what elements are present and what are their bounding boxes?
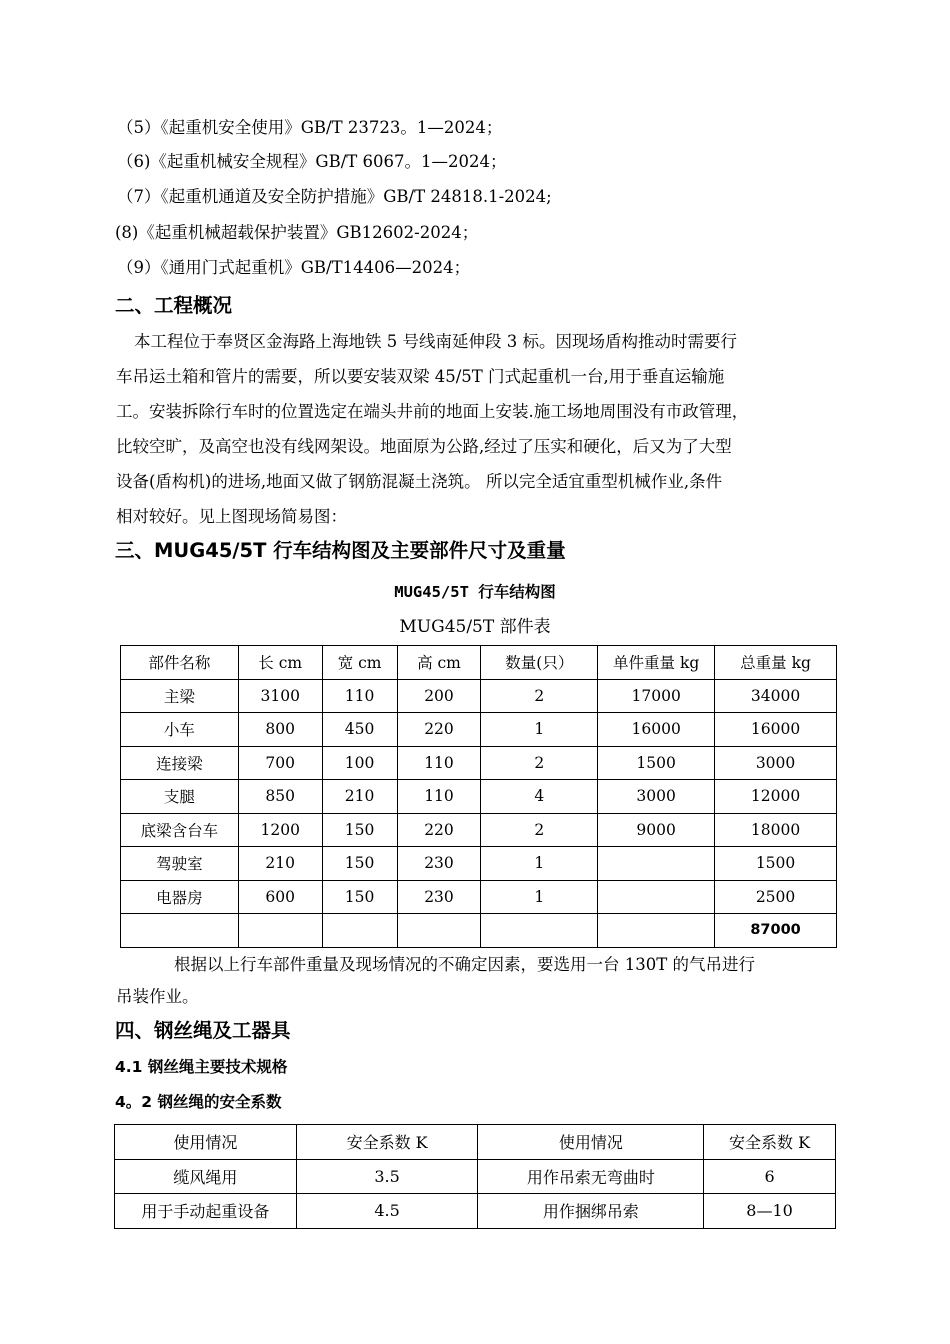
table-cell: 驾驶室 [121,847,239,881]
reference-item: （5）《起重机安全使用》GB/T 23723。1—2024； [117,118,503,137]
table-cell: 87000 [715,914,837,948]
table-cell: 110 [397,746,481,780]
reference-item: (8)《起重机械超载保护装置》GB12602-2024； [115,223,479,242]
table-cell: 16000 [715,713,837,747]
table-cell: 850 [238,780,322,814]
table-row [121,713,837,747]
section-heading-ropes: 四、钢丝绳及工器具 [115,1019,291,1042]
table-header-cell: 使用情况 [478,1125,704,1160]
table-cell: 2500 [715,880,837,914]
table-cell: 12000 [715,780,837,814]
table-cell: 16000 [598,713,715,747]
table-cell: 1 [481,847,598,881]
paragraph-line: 工。安装拆除行车时的位置选定在端头井前的地面上安装.施工场地周围没有市政管理， [116,402,749,421]
table-row [121,746,837,780]
paragraph-line: 车吊运土箱和管片的需要，所以要安装双梁 45/5T 门式起重机一台,用于垂直运输施 [116,367,725,386]
table-cell: 600 [238,880,322,914]
subheading-rope-specs: 4.1 钢丝绳主要技术规格 [115,1058,288,1076]
table-caption: MUG45/5T 部件表 [399,617,551,637]
table-cell: 3000 [715,746,837,780]
table-cell: 150 [322,847,397,881]
table-row [115,1159,836,1194]
table-header-cell: 部件名称 [121,646,239,680]
table-cell [397,914,481,948]
table-cell: 230 [397,880,481,914]
table-cell: 17000 [598,679,715,713]
table-cell: 110 [322,679,397,713]
table-cell [598,914,715,948]
safety-factor-table [114,1124,836,1229]
table-cell: 150 [322,813,397,847]
table-cell: 6 [704,1159,836,1194]
table-header-cell: 高 cm [397,646,481,680]
note-line: 根据以上行车部件重量及现场情况的不确定因素，要选用一台 130T 的气吊进行 [174,955,755,974]
table-cell: 2 [481,813,598,847]
table-cell: 缆风绳用 [115,1159,297,1194]
overview-paragraph [116,324,838,534]
table-cell: 9000 [598,813,715,847]
paragraph-line: 相对较好。见上图现场简易图： [116,507,347,526]
table-cell [238,914,322,948]
table-cell [481,914,598,948]
table-header-cell: 总重量 kg [715,646,837,680]
table-cell: 1 [481,713,598,747]
table-cell [598,880,715,914]
reference-item: （7）《起重机通道及安全防护措施》GB/T 24818.1-2024; [117,187,552,206]
table-cell: 用于手动起重设备 [115,1194,297,1229]
table-cell: 2 [481,746,598,780]
table-cell: 210 [322,780,397,814]
table-cell: 1200 [238,813,322,847]
note-line: 吊装作业。 [116,987,199,1006]
table-cell: 450 [322,713,397,747]
paragraph-line: 本工程位于奉贤区金海路上海地铁 5 号线南延伸段 3 标。因现场盾构推动时需要行 [134,332,737,351]
table-cell: 100 [322,746,397,780]
table-cell: 220 [397,713,481,747]
table-header-cell: 安全系数 K [296,1125,478,1160]
table-cell: 700 [238,746,322,780]
table-row [121,780,837,814]
table-cell: 110 [397,780,481,814]
table-cell: 连接梁 [121,746,239,780]
table-cell: 8—10 [704,1194,836,1229]
paragraph-line: 设备(盾构机)的进场,地面又做了钢筋混凝土浇筑。 所以完全适宜重型机械作业,条件 [116,472,723,491]
section-heading-overview: 二、工程概况 [115,294,233,317]
table-cell: 230 [397,847,481,881]
figure-caption: MUG45/5T 行车结构图 [394,583,556,601]
table-cell: 4 [481,780,598,814]
paragraph-line: 比较空旷，及高空也没有线网架设。地面原为公路,经过了压实和硬化，后又为了大型 [116,437,732,456]
table-cell: 支腿 [121,780,239,814]
table-cell: 3100 [238,679,322,713]
table-row [121,914,837,948]
table-cell: 3000 [598,780,715,814]
table-cell [322,914,397,948]
table-header-row [121,646,837,680]
table-cell: 220 [397,813,481,847]
table-row [121,813,837,847]
table-cell: 1500 [598,746,715,780]
parts-table [120,645,837,948]
table-cell: 用作吊索无弯曲时 [478,1159,704,1194]
table-row [121,847,837,881]
table-cell: 用作捆绑吊索 [478,1194,704,1229]
table-cell [598,847,715,881]
table-cell: 34000 [715,679,837,713]
table-cell: 电器房 [121,880,239,914]
table-row [121,880,837,914]
table-cell: 800 [238,713,322,747]
table-cell: 小车 [121,713,239,747]
table-cell: 210 [238,847,322,881]
table-cell: 4.5 [296,1194,478,1229]
table-row [121,679,837,713]
table-header-cell: 单件重量 kg [598,646,715,680]
table-header-row [115,1125,836,1160]
table-cell: 主梁 [121,679,239,713]
table-cell: 150 [322,880,397,914]
table-cell [121,914,239,948]
table-cell: 2 [481,679,598,713]
table-header-cell: 安全系数 K [704,1125,836,1160]
table-cell: 1 [481,880,598,914]
subheading-safety-factor: 4。2 钢丝绳的安全系数 [115,1093,282,1111]
reference-item: （6)《起重机械安全规程》GB/T 6067。1—2024； [117,152,507,171]
table-cell: 3.5 [296,1159,478,1194]
table-cell: 18000 [715,813,837,847]
section-heading-structure: 三、MUG45/5T 行车结构图及主要部件尺寸及重量 [115,539,566,562]
table-cell: 1500 [715,847,837,881]
table-header-cell: 长 cm [238,646,322,680]
table-header-cell: 数量(只） [481,646,598,680]
reference-item: （9）《通用门式起重机》GB/T14406—2024； [117,258,471,277]
table-row [115,1194,836,1229]
table-header-cell: 宽 cm [322,646,397,680]
table-header-cell: 使用情况 [115,1125,297,1160]
table-cell: 底梁含台车 [121,813,239,847]
table-cell: 200 [397,679,481,713]
